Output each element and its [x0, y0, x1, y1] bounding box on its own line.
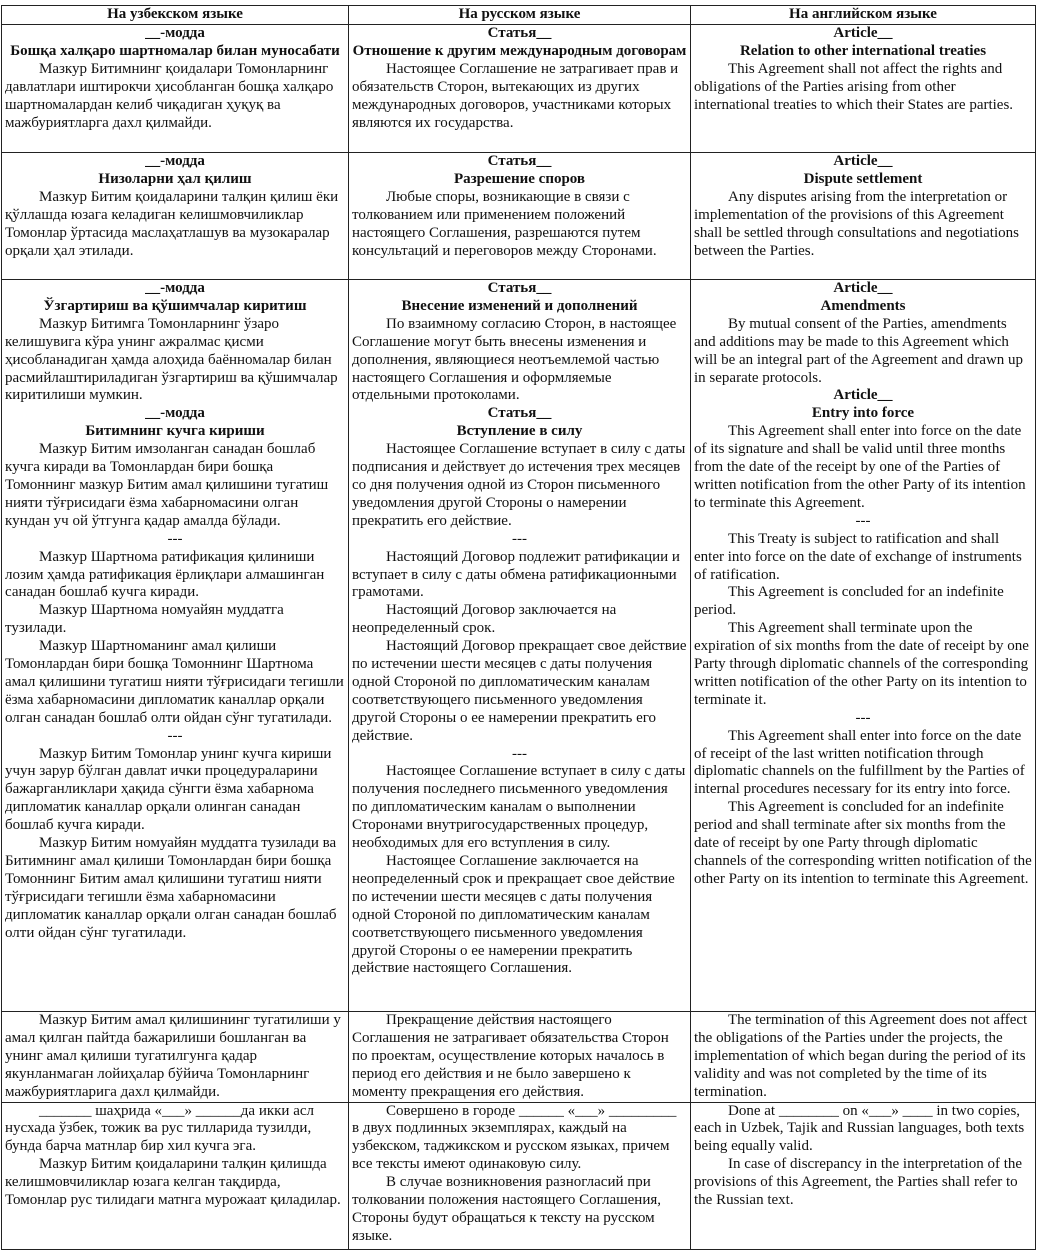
- paragraph: Done at ________ on «___» ____ in two copies, each in Uzbek, Tajik and Russian languages, both texts being equally valid.: [694, 1102, 1025, 1155]
- paragraph: Любые споры, возникающие в связи с толкованием или применением положений настоящего Соглашения, разрешаются путем консультаций и переговоров между Сторонами.: [352, 188, 657, 259]
- heading: Relation to other international treaties: [739, 42, 987, 59]
- paragraph: Мазкур Битим Томонлар унинг кучга кириши учун зарур бўлган давлат ички процедураларини бажарганликлари ҳақида сўнгги ёзма хабарнома дипломатик каналлар орқали олинган санадан бошлаб кучга киради.: [5, 745, 332, 834]
- heading: Низоларни ҳал қилиш: [98, 170, 252, 187]
- paragraph: _______ шаҳрида «___» ______да икки асл нусхада ўзбек, тожик ва рус тилларида тузилди, бунда барча матнлар бир хил кучга эга.: [5, 1102, 314, 1155]
- heading: Ўзгартириш ва қўшимчалар киритиш: [43, 297, 307, 314]
- paragraph: В случае возникновения разногласий при толковании положения настоящего Соглашения, Стороны будут обращаться к тексту на русском языке.: [352, 1174, 662, 1244]
- separator: ---: [512, 745, 527, 762]
- heading: Статья__: [487, 280, 552, 296]
- cell-uzbek: [2, 25, 349, 153]
- heading: Бошқа халқаро шартномалар билан муносабати: [10, 42, 340, 59]
- paragraph: This Agreement shall terminate upon the expiration of six months from the date of receipt by one Party through diplomatic channels of the corresponding written notification of the other Party on its intention to terminate it.: [694, 620, 1029, 708]
- separator: ---: [167, 530, 183, 547]
- header-russian: На русском языке: [349, 6, 691, 25]
- table-row: [2, 1012, 1036, 1103]
- cell-english: [691, 1102, 1036, 1249]
- paragraph: Настоящее Соглашение вступает в силу с даты подписания и действует до истечения трех месяцев со дня получения одной из Сторон письменного уведомления другой Стороны о намерении прекратить его действие.: [352, 441, 686, 529]
- heading: __-модда: [145, 280, 205, 296]
- paragraph: Мазкур Битим амал қилишининг тугатилиши у амал қилган пайтда бажарилиши бошланган ва унинг амал қилиши тугатилгунга қадар якунланмаган лойиҳалар бўйича Томонларнинг мажбуриятларига дахл қилмайди.: [5, 1012, 341, 1100]
- table-row: [2, 280, 1036, 1012]
- paragraph: The termination of this Agreement does not affect the obligations of the Parties under the projects, the implementation of which began during the period of its validity and was not completed by the time of its termination.: [694, 1012, 1028, 1100]
- paragraph: Any disputes arising from the interpretation or implementation of the provisions of this Agreement shall be settled through consultations and negotiations between the Parties.: [694, 188, 1019, 259]
- cell-english: [691, 1012, 1036, 1103]
- paragraph: In case of discrepancy in the interpretation of the provisions of this Agreement, the Parties shall refer to the Russian text.: [694, 1156, 1023, 1209]
- heading: Article__: [833, 387, 893, 404]
- heading: Article__: [833, 153, 893, 169]
- paragraph: Настоящее Соглашение не затрагивает прав и обязательств Сторон, вытекающих из других международных договоров, участниками которых являются их государства.: [352, 60, 679, 131]
- paragraph: Настоящее Соглашение вступает в силу с даты получения последнего письменного уведомления по дипломатическим каналам о выполнении Сторонами внутригосударственных процедур, необходимых для его вступления в силу.: [352, 763, 686, 852]
- cell-russian: [349, 1012, 691, 1103]
- paragraph: Настоящий Договор подлежит ратификации и вступает в силу с даты обмена ратификационными грамотами.: [352, 548, 680, 601]
- separator: ---: [855, 709, 871, 726]
- heading: Битимнинг кучга кириши: [85, 423, 265, 440]
- heading: Dispute settlement: [803, 170, 923, 187]
- table-row: [2, 1102, 1036, 1249]
- heading: __-модда: [145, 25, 205, 41]
- paragraph: Мазкур Битим имзоланган санадан бошлаб кучга киради ва Томонлардан бири бошқа Томоннинг мазкур Битим амал қилишини тугатиш нияти тўғрисидаги ёзма хабарномасини олган кундан уч ой ўтгунга қадар амалда бўлади.: [5, 441, 329, 529]
- paragraph: This Agreement shall enter into force on the date of its signature and shall be valid until three months from the date of the receipt by one of the Parties of written notification from the other Party of its intention to terminate this Agreement.: [694, 423, 1026, 511]
- separator: ---: [167, 727, 183, 744]
- paragraph: Мазкур Битим қоидаларини талқин қилиш ёки қўллашда юзага келадиган келишмовчиликлар Томонлар ўртасида маслаҳатлашув ва музокаралар орқали ҳал этилади.: [5, 188, 339, 259]
- paragraph: This Agreement shall not affect the rights and obligations of the Parties arising from other international treaties to which their States are parties.: [694, 60, 1014, 113]
- cell-english: [691, 153, 1036, 280]
- heading: __-модда: [145, 153, 205, 169]
- cell-english: [691, 25, 1036, 153]
- header-uzbek: На узбекском языке: [2, 6, 349, 25]
- heading: Отношение к другим международным договорам: [352, 42, 687, 59]
- cell-russian: [349, 153, 691, 280]
- paragraph: Мазкур Шартноманинг амал қилиши Томонлардан бири бошқа Томоннинг Шартнома амал қилишини тугатиш нияти тўғрисидаги тегишли ёзма хабарномасини дипломатик каналлар орқали олган санадан бошлаб олти ойдан сўнг тугатилади.: [5, 638, 344, 726]
- paragraph: This Agreement is concluded for an indefinite period and shall terminate after six months from the date of receipt by one Party through diplomatic channels of the corresponding written notification of the other Party on its intention to terminate this Agreement.: [694, 799, 1032, 887]
- paragraph: By mutual consent of the Parties, amendments and additions may be made to this Agreement which will be an integral part of the Agreement and drawn up in separate protocols.: [694, 315, 1024, 386]
- paragraph: Мазкур Битим қоидаларини талқин қилишда келишмовчиликлар юзага келган тақдирда, Томонлар рус тилидаги матнга мурожаат қиладилар.: [5, 1156, 341, 1209]
- paragraph: Мазкур Битимга Томонларнинг ўзаро келишувига кўра унинг ажралмас қисми ҳисобланадиган ҳамда алоҳида баённомалар билан расмийлаштириладиган ўзгартириш ва қўшимчалар киритилиши мумкин.: [5, 315, 338, 404]
- heading: Amendments: [820, 297, 906, 314]
- cell-uzbek: [2, 1012, 349, 1103]
- separator: ---: [512, 530, 527, 547]
- paragraph: Совершено в городе ______ «___» _________ в двух подлинных экземплярах, каждый на узбекском, таджикском и русском языках, причем все тексты имеют одинаковую силу.: [352, 1102, 677, 1173]
- header-english: На английском языке: [691, 6, 1036, 25]
- cell-english: [691, 280, 1036, 1012]
- cell-russian: [349, 280, 691, 1012]
- paragraph: Настоящий Договор заключается на неопределенный срок.: [352, 602, 617, 637]
- cell-russian: [349, 1102, 691, 1249]
- paragraph: Мазкур Шартнома ратификация қилиниши лозим ҳамда ратификация ёрлиқлари алмашинган санадан бошлаб кучга киради.: [5, 548, 325, 601]
- heading: Статья__: [487, 405, 552, 422]
- paragraph: Мазкур Битимнинг қоидалари Томонларнинг давлатлари иштирокчи ҳисобланган бошқа халқаро шартномалардан келиб чиқадиган ҳуқуқ ва мажбуриятларга дахл қилмайди.: [5, 60, 334, 131]
- trilingual-agreement-table: [1, 5, 1036, 1250]
- paragraph: Мазкур Шартнома номуайян муддатга тузилади.: [5, 602, 284, 637]
- heading: Entry into force: [811, 405, 915, 422]
- paragraph: This Agreement is concluded for an indefinite period.: [694, 584, 1004, 619]
- header-row: [2, 6, 1036, 25]
- table-row: [2, 153, 1036, 280]
- heading: Разрешение споров: [453, 170, 586, 187]
- heading: Вступление в силу: [456, 423, 583, 440]
- paragraph: Прекращение действия настоящего Соглашения не затрагивает обязательства Сторон по проектам, осуществление которых началось в период его действия и не было завершено к моменту прекращения его действия.: [352, 1012, 669, 1100]
- cell-russian: [349, 25, 691, 153]
- heading: Внесение изменений и дополнений: [401, 297, 638, 314]
- cell-uzbek: [2, 1102, 349, 1249]
- separator: ---: [855, 512, 871, 529]
- paragraph: Настоящий Договор прекращает свое действие по истечении шести месяцев с даты получения одной Стороной по дипломатическим каналам соответствующего письменного уведомления другой Стороны о ее намерении прекратить его действие.: [352, 638, 687, 744]
- paragraph: Мазкур Битим номуайян муддатга тузилади ва Битимнинг амал қилиши Томонлардан бири бошқа Томоннинг Битим амал қилишини тугатиш нияти тўғрисидаги тегишли ёзма хабарномасини дипломатик каналлар орқали олган санадан бошлаб олти ойдан сўнг тугатилади.: [5, 835, 337, 941]
- heading: Статья__: [487, 153, 552, 169]
- heading: Article__: [833, 280, 893, 296]
- heading: __-модда: [145, 405, 205, 422]
- paragraph: По взаимному согласию Сторон, в настоящее Соглашение могут быть внесены изменения и дополнения, являющиеся неотъемлемой частью настоящего Соглашения и оформляемые отдельными протоколами.: [352, 315, 677, 404]
- heading: Article__: [833, 25, 893, 41]
- paragraph: Настоящее Соглашение заключается на неопределенный срок и прекращает свое действие по истечении шести месяцев с даты получения одной Стороной по дипломатическим каналам соответствующего письменного уведомления другой Стороны о ее намерении прекратить действие настоящего Соглашения.: [352, 853, 675, 977]
- table-row: [2, 25, 1036, 153]
- cell-uzbek: [2, 280, 349, 1012]
- cell-uzbek: [2, 153, 349, 280]
- paragraph: This Treaty is subject to ratification and shall enter into force on the date of exchange of instruments of ratification.: [694, 530, 1022, 583]
- heading: Статья__: [487, 25, 552, 41]
- paragraph: This Agreement shall enter into force on the date of receipt of the last written notification through diplomatic channels on the fulfillment by the Parties of internal procedures necessary for its entry into force.: [694, 727, 1025, 798]
